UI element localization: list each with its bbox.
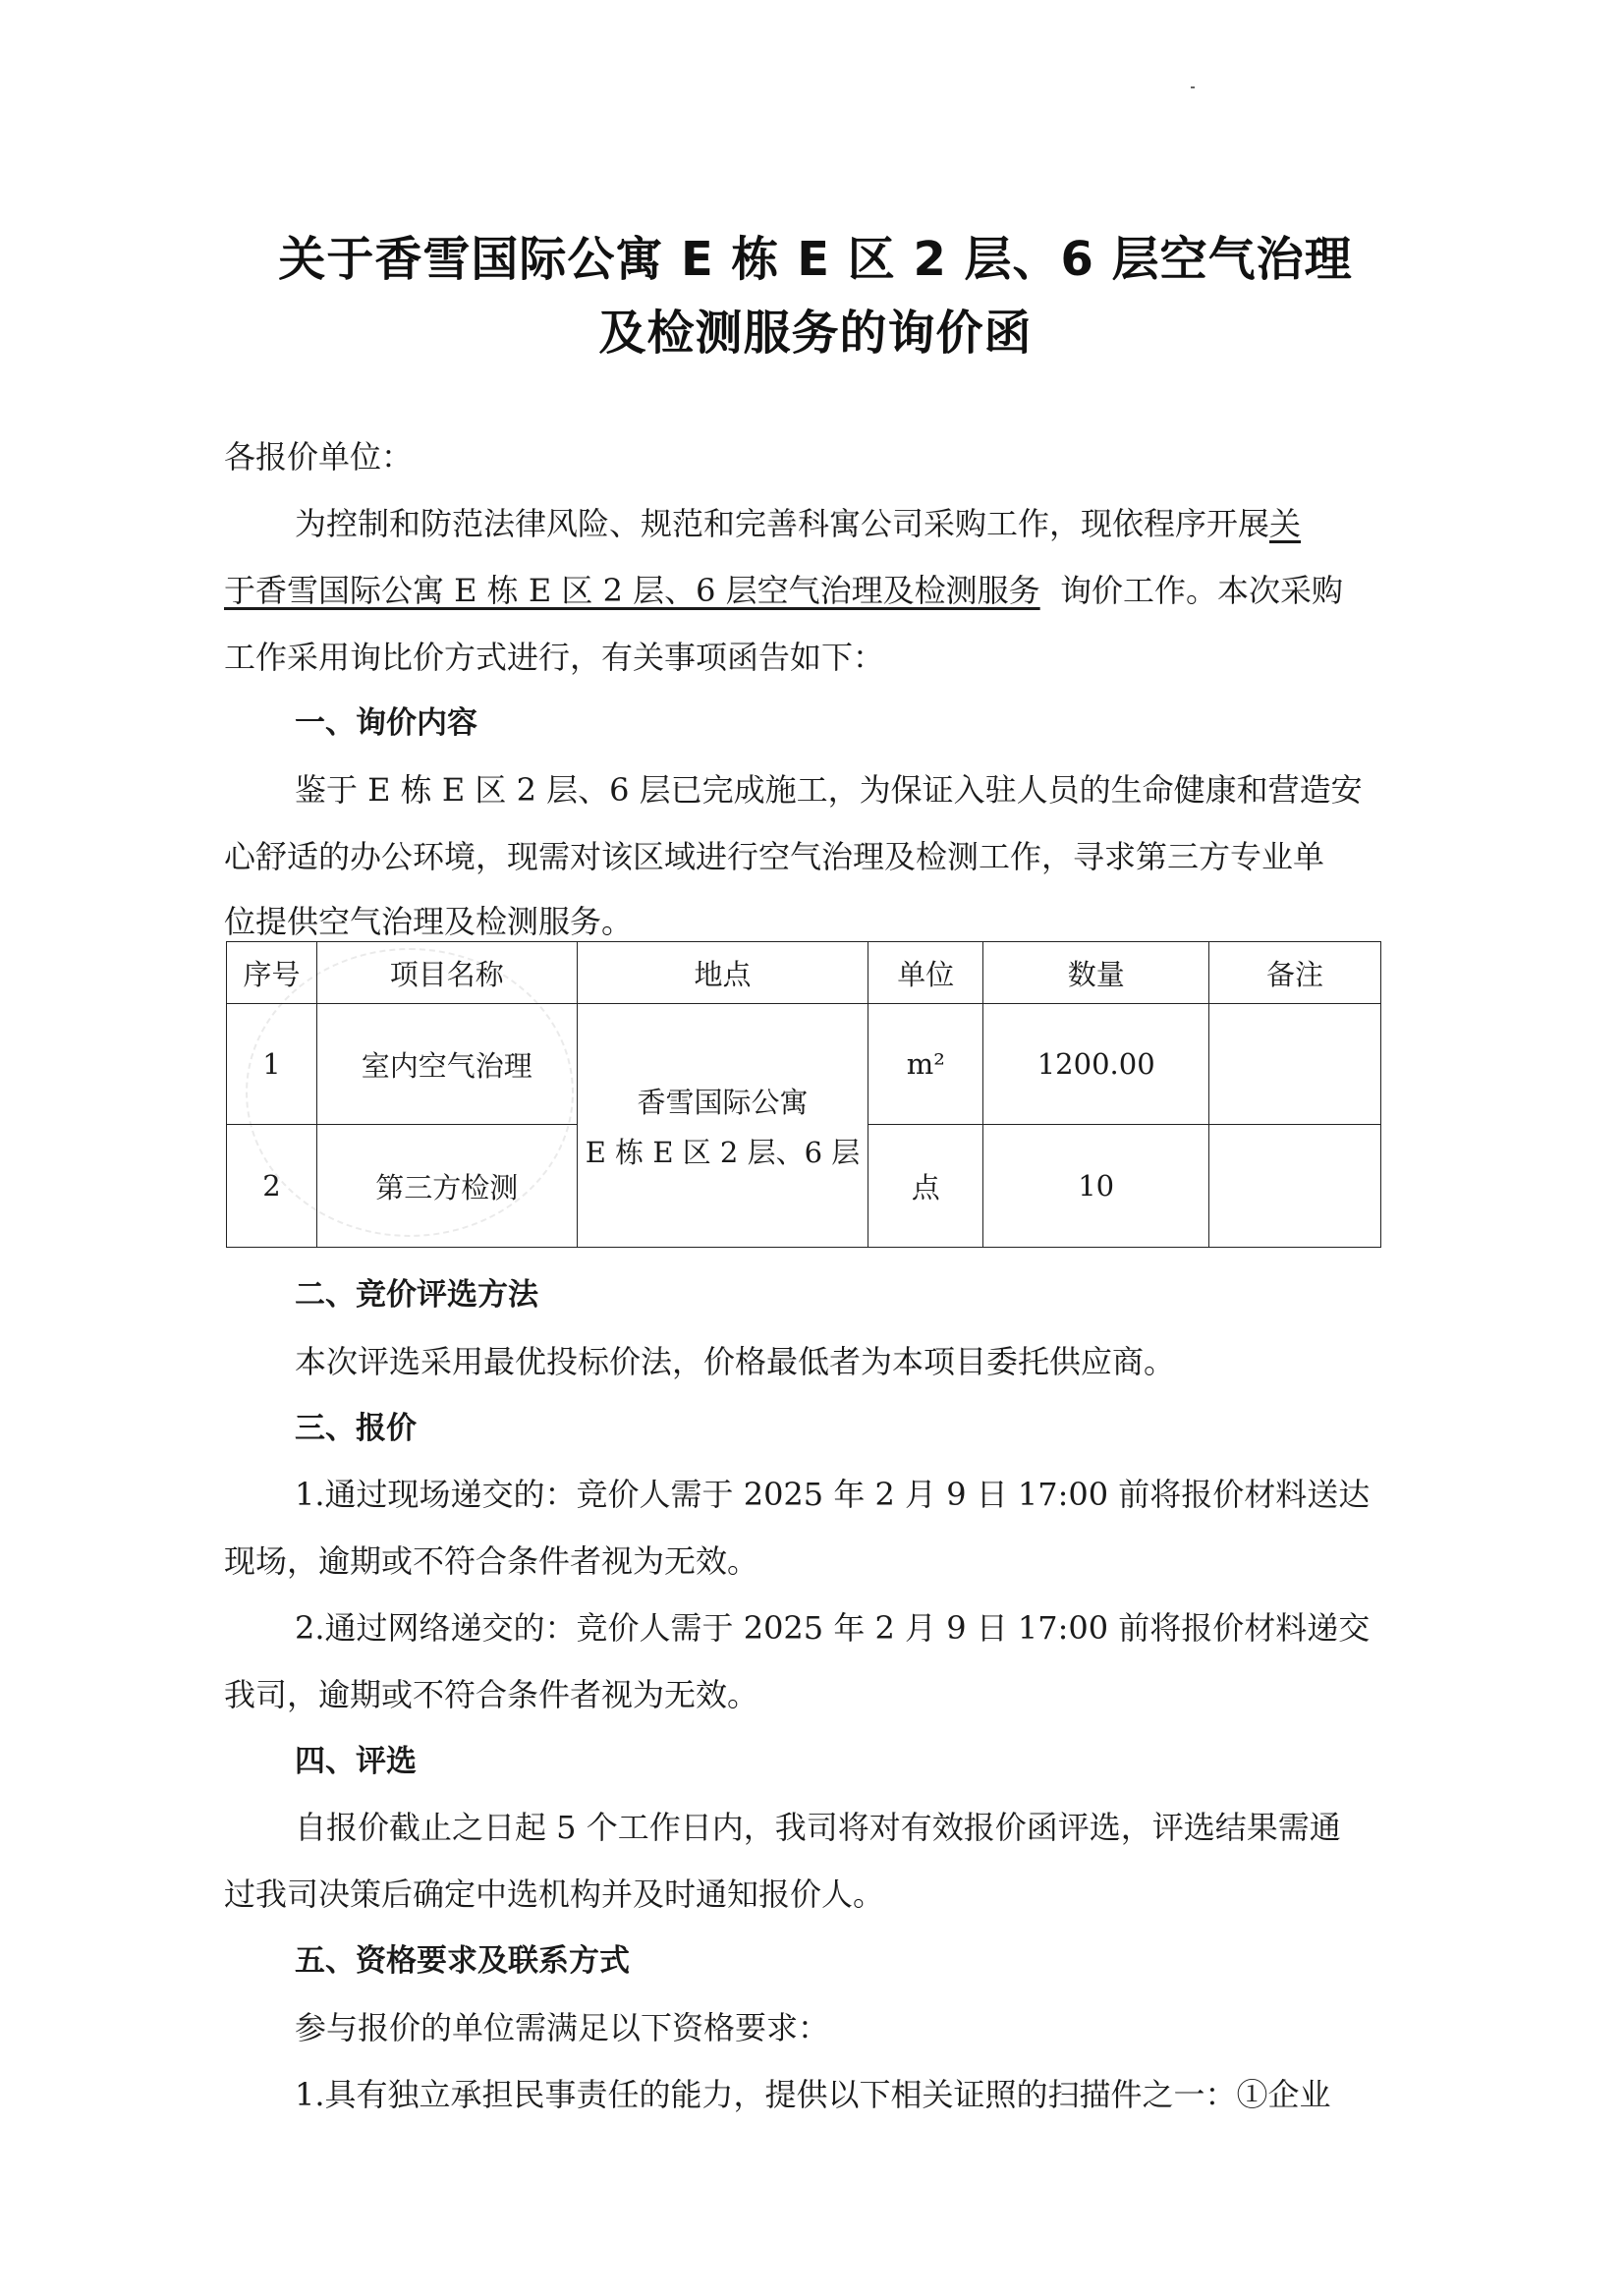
intro-line3: 工作采用询比价方式进行，有关事项函告如下： (224, 639, 885, 676)
header-cell: 备注 (1209, 942, 1381, 1004)
cell-unit: 点 (868, 1125, 983, 1248)
paragraph-line: 过我司决策后确定中选机构并及时通知报价人。 (224, 1875, 885, 1913)
section-heading: 四、评选 (295, 1744, 417, 1779)
section-heading: 一、询价内容 (295, 705, 477, 741)
header-cell: 序号 (227, 942, 317, 1004)
intro-text: 询价工作。本次采购 (1060, 572, 1344, 609)
cell-location (577, 1004, 868, 1248)
paragraph-line: 我司，逾期或不符合条件者视为无效。 (224, 1676, 759, 1713)
paragraph-line: 本次评选采用最优投标价法，价格最低者为本项目委托供应商。 (295, 1343, 1176, 1380)
inquiry-table (226, 941, 1381, 1248)
scan-speck (1191, 86, 1195, 88)
section-heading: 二、竞价评选方法 (295, 1277, 538, 1313)
table-header-row (227, 942, 1381, 1004)
paragraph-line: 位提供空气治理及检测服务。 (224, 903, 634, 940)
cell-note (1209, 1004, 1381, 1125)
cell-no: 2 (227, 1125, 317, 1248)
header-cell: 项目名称 (316, 942, 577, 1004)
document-title-line1: 关于香雪国际公寓 E 栋 E 区 2 层、6 层空气治理 (278, 232, 1353, 287)
cell-unit: m² (868, 1004, 983, 1125)
location-line1: 香雪国际公寓 (637, 1085, 809, 1119)
document-title-line2: 及检测服务的询价函 (598, 306, 1033, 361)
cell-quantity: 1200.00 (983, 1004, 1209, 1125)
table-row (227, 1004, 1381, 1125)
intro-line1 (295, 504, 1383, 543)
paragraph-line: 现场，逾期或不符合条件者视为无效。 (224, 1542, 759, 1580)
intro-line2 (224, 571, 1383, 610)
header-cell: 单位 (868, 942, 983, 1004)
cell-no: 1 (227, 1004, 317, 1125)
location-line2: E 栋 E 区 2 层、6 层 (585, 1135, 861, 1169)
section-heading: 五、资格要求及联系方式 (295, 1943, 630, 1979)
project-name-underlined: 关 (1269, 505, 1302, 542)
header-cell: 地点 (577, 942, 868, 1004)
paragraph-line: 1.具有独立承担民事责任的能力，提供以下相关证照的扫描件之一：①企业 (295, 2076, 1331, 2113)
header-cell: 数量 (983, 942, 1209, 1004)
paragraph-line: 自报价截止之日起 5 个工作日内，我司将对有效报价函评选，评选结果需通 (295, 1809, 1341, 1846)
paragraph-line: 心舒适的办公环境，现需对该区域进行空气治理及检测工作，寻求第三方专业单 (224, 838, 1325, 875)
intro-text: 为控制和防范法律风险、规范和完善科寓公司采购工作，现依程序开展 (295, 505, 1270, 542)
salutation: 各报价单位： (224, 438, 414, 476)
paragraph-line: 1.通过现场递交的：竞价人需于 2025 年 2 月 9 日 17:00 前将报价材料送达 (295, 1476, 1371, 1513)
project-name-underlined: 于香雪国际公寓 E 栋 E 区 2 层、6 层空气治理及检测服务 (224, 572, 1040, 609)
paragraph-line: 参与报价的单位需满足以下资格要求： (295, 2009, 830, 2046)
paragraph-line: 2.通过网络递交的：竞价人需于 2025 年 2 月 9 日 17:00 前将报价材料递交 (295, 1609, 1371, 1647)
paragraph-line: 鉴于 E 栋 E 区 2 层、6 层已完成施工，为保证入驻人员的生命健康和营造安 (295, 771, 1363, 809)
section-heading: 三、报价 (295, 1411, 417, 1446)
cell-item-name: 第三方检测 (316, 1125, 577, 1248)
cell-item-name: 室内空气治理 (316, 1004, 577, 1125)
cell-quantity: 10 (983, 1125, 1209, 1248)
cell-note (1209, 1125, 1381, 1248)
